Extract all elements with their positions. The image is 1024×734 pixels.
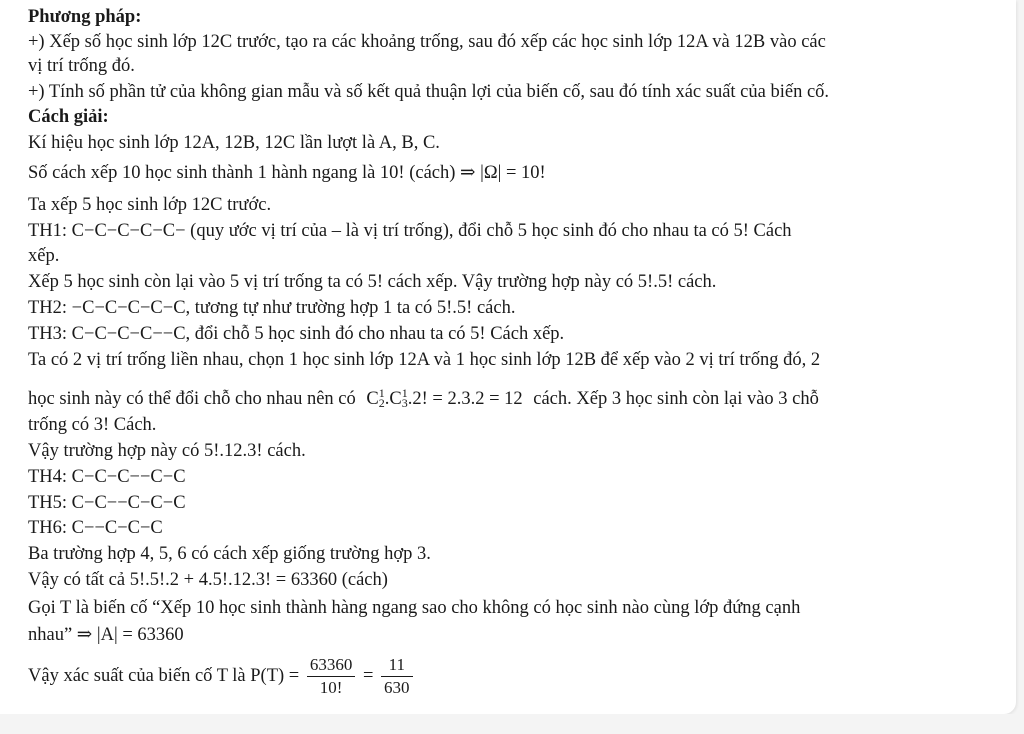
event-count-line: nhau” ⇒ |A| = 63360 <box>28 625 184 645</box>
method-heading: Phương pháp: <box>28 7 142 27</box>
combination-symbol-a: C <box>366 389 379 409</box>
solution-line: Ta xếp 5 học sinh lớp 12C trước. <box>28 195 272 215</box>
solution-line-with-combination <box>28 382 819 414</box>
case-4-line: TH4: C−C−C−−C−C <box>28 467 186 487</box>
combination-text-post: cách. Xếp 3 học sinh còn lại vào 3 chỗ <box>533 389 819 409</box>
probability-line <box>28 655 416 698</box>
probability-fraction-1 <box>307 655 356 698</box>
fraction-1-denominator: 10! <box>319 678 343 697</box>
total-count-line: Vậy có tất cả 5!.5!.2 + 4.5!.12.3! = 63360 (cách) <box>28 570 388 590</box>
case-2-line: TH2: −C−C−C−C−C, tương tự như trường hợp 1 ta có 5!.5! cách. <box>28 298 516 318</box>
case-1-line-cont: xếp. <box>28 246 60 266</box>
combination-sup-a: 1 <box>378 386 385 400</box>
solution-line: Số cách xếp 10 học sinh thành 1 hành ngang là 10! (cách) ⇒ |Ω| = 10! <box>28 163 546 183</box>
method-step-1-cont: vị trí trống đó. <box>28 56 135 76</box>
solution-heading: Cách giải: <box>28 107 109 127</box>
probability-text: Vậy xác suất của biến cố T là P(T) = <box>28 665 300 686</box>
fraction-2-numerator: 11 <box>381 655 413 677</box>
fraction-2-denominator: 630 <box>384 678 410 697</box>
case-3-line: TH3: C−C−C−C−−C, đổi chỗ 5 học sinh đó cho nhau ta có 5! Cách xếp. <box>28 324 565 344</box>
case-5-line: TH5: C−C−−C−C−C <box>28 493 186 513</box>
solution-line: Ta có 2 vị trí trống liền nhau, chọn 1 học sinh lớp 12A và 1 học sinh lớp 12B để xếp vào 2 vị trí trống đó, 2 <box>28 350 821 370</box>
combination-sub-a: 2 <box>378 396 385 410</box>
combination-sup-b: 1 <box>401 386 408 400</box>
solution-line: Kí hiệu học sinh lớp 12A, 12B, 12C lần lượt là A, B, C. <box>28 133 440 153</box>
combination-symbol-b: C <box>389 389 402 409</box>
solution-line: Vậy trường hợp này có 5!.12.3! cách. <box>28 441 306 461</box>
event-definition-line: Gọi T là biến cố “Xếp 10 học sinh thành hàng ngang sao cho không có học sinh nào cùng lớp đứng cạnh <box>28 598 801 618</box>
solution-line: trống có 3! Cách. <box>28 415 157 435</box>
case-1-line: TH1: C−C−C−C−C− (quy ước vị trí của – là vị trí trống), đổi chỗ 5 học sinh đó cho nhau ta có 5! Cách <box>28 221 792 241</box>
method-step-2: +) Tính số phần tử của không gian mẫu và số kết quả thuận lợi của biến cố, sau đó tính xác suất của biến cố. <box>28 82 830 102</box>
combination-text-pre: học sinh này có thể đổi chỗ cho nhau nên có <box>28 389 356 409</box>
probability-fraction-2 <box>381 655 413 698</box>
method-step-1: +) Xếp số học sinh lớp 12C trước, tạo ra các khoảng trống, sau đó xếp các học sinh lớp 12A và 12B vào các <box>28 32 826 52</box>
background-strip <box>0 714 1024 734</box>
solution-line: Ba trường hợp 4, 5, 6 có cách xếp giống trường hợp 3. <box>28 544 431 564</box>
combination-rest: .2! = 2.3.2 = 12 <box>407 389 523 409</box>
equals-sign: = <box>362 665 374 686</box>
solution-line: Xếp 5 học sinh còn lại vào 5 vị trí trống ta có 5! cách xếp. Vậy trường hợp này có 5!.5! cách. <box>28 272 717 292</box>
case-6-line: TH6: C−−C−C−C <box>28 518 163 538</box>
fraction-1-numerator: 63360 <box>307 655 356 677</box>
combination-formula: $C_2^1.C_3^1.2$! = 2.3.2 = 12 <box>366 386 523 410</box>
combination-sub-b: 3 <box>401 396 408 410</box>
